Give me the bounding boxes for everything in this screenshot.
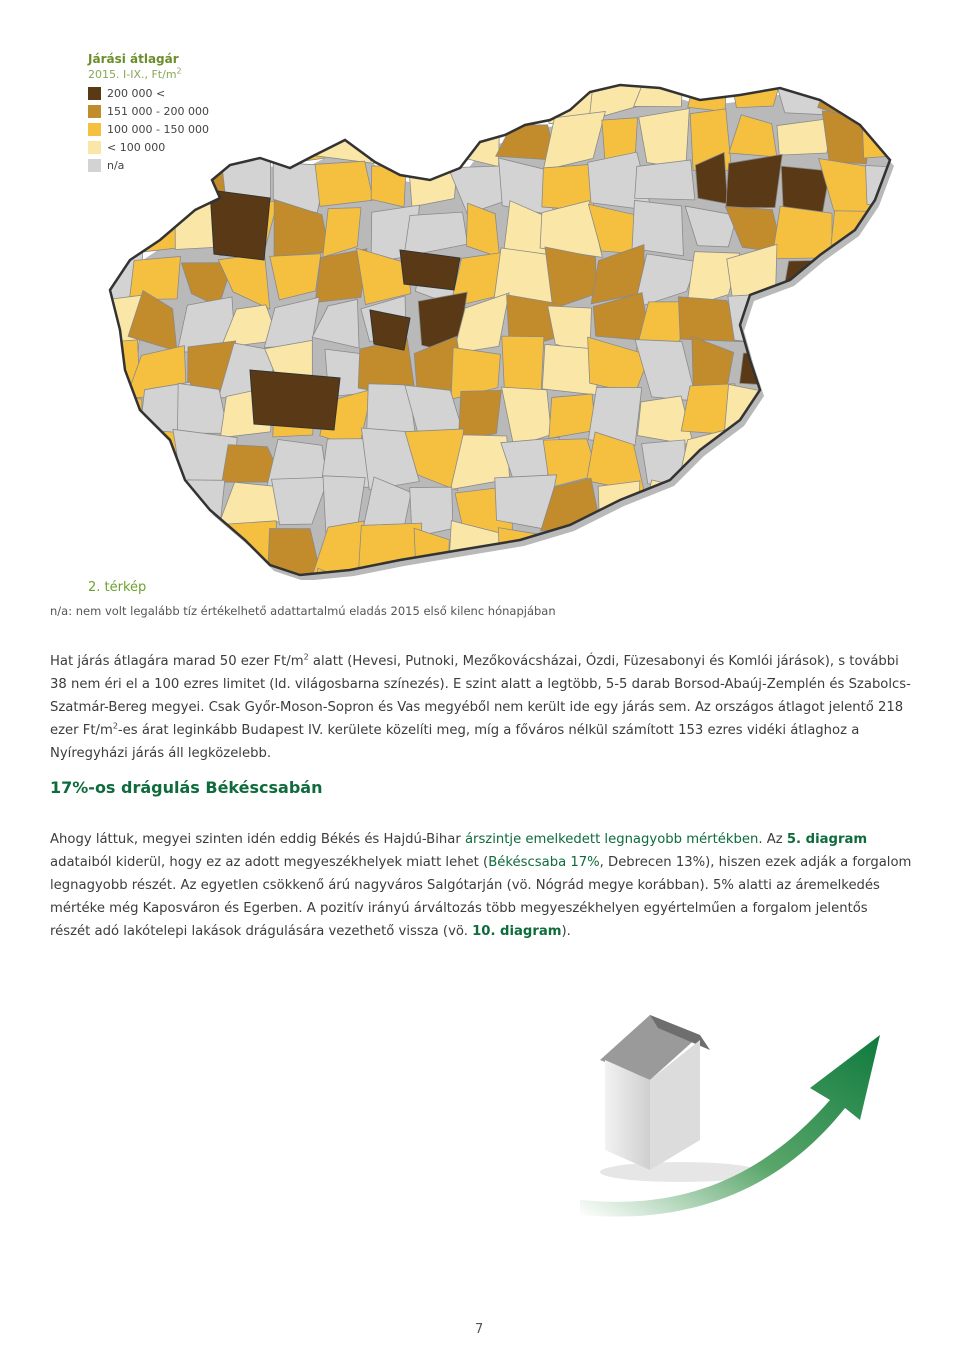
district-area bbox=[875, 341, 900, 398]
district-area bbox=[825, 304, 873, 350]
district-area bbox=[727, 524, 786, 576]
district-price-map bbox=[100, 80, 900, 580]
district-area bbox=[878, 482, 900, 537]
district-area bbox=[781, 536, 836, 580]
district-area bbox=[549, 394, 596, 438]
legend-item-100k-150k: 100 000 - 150 000 bbox=[88, 120, 209, 138]
district-area bbox=[872, 391, 900, 429]
district-area bbox=[551, 576, 603, 580]
district-area bbox=[772, 383, 826, 443]
district-area bbox=[174, 80, 236, 125]
paragraph-2: Ahogy láttuk, megyei szinten idén eddig Békés és Hajdú-Bihar árszintje emelkedett legnagyobb mértékben. Az 5. diagram adataiból kiderül, hogy ez az adott megyeszékhelyek miatt lehet (Békéscsaba 17%, Debrecen 13%), hiszen ezek adják a forgalom legnagyobb részét. Az egyetlen csökkenő árú nagyváros Salgótarján (vö. Nógrád megye korábban). 5% alatti az áremelkedés mértéke még Kaposváron és Egerben. A pozitív irányú árváltozás több megyeszékhelyen egyértelműen a forgalom jelentős részét adó lakótelepi lakások drágulására vezethető vissza (vö. 10. diagram). bbox=[50, 832, 912, 939]
district-area bbox=[636, 577, 697, 580]
district-area bbox=[131, 164, 186, 201]
district-area bbox=[100, 158, 138, 205]
district-area bbox=[682, 521, 742, 580]
district-area bbox=[728, 477, 784, 529]
district-area bbox=[221, 566, 280, 580]
district-area bbox=[131, 520, 187, 571]
district-area bbox=[680, 485, 741, 526]
district-area bbox=[232, 109, 271, 162]
district-area bbox=[135, 108, 192, 168]
paragraph-1: Hat járás átlagára marad 50 ezer $Ft/m^2$ alatt (Hevesi, Putnoki, Mezőkovácsházai, Ózdi, Füzesabonyi és Komlói járások), s további 38 nem éri el a 100 ezres limitet (ld. világosbarna színezés). E szint alatt a legtöbb, 5-5 darab Borsod-Abaúj-Zemplén és Szabolcs-Szatmár-Bereg megyei. Csak Győr-Moson-Sopron és Vas megyéből nem került ide egy járás sem. Az országos átlagot jelentő 218 ezer $Ft/m^2-es$ árat leginkább Budapest IV. kerülete közelíti meg, míg a főváros nélkül számított 153 ezres vidéki átlaghoz a Nyíregyházi járás áll legközelebb. bbox=[50, 652, 911, 761]
district-area bbox=[100, 428, 139, 481]
district-area bbox=[494, 80, 547, 120]
district-area bbox=[830, 386, 874, 445]
district-area bbox=[678, 579, 739, 580]
district-area-high bbox=[250, 370, 340, 430]
district-area bbox=[100, 209, 142, 261]
district-area bbox=[780, 478, 821, 539]
district-area bbox=[818, 437, 876, 493]
district-area bbox=[639, 108, 690, 168]
district-area bbox=[173, 569, 229, 580]
legend-item-over-200k: 200 000 < bbox=[88, 84, 209, 102]
legend-item-151k-200k: 151 000 - 200 000 bbox=[88, 102, 209, 120]
district-area bbox=[779, 433, 825, 487]
map-caption: 2. térkép bbox=[88, 580, 147, 595]
district-area bbox=[728, 294, 787, 347]
district-area bbox=[266, 80, 317, 125]
district-area bbox=[365, 80, 416, 119]
district-area bbox=[131, 80, 188, 119]
district-area bbox=[826, 342, 877, 388]
district-area bbox=[100, 530, 142, 576]
district-area bbox=[868, 430, 900, 483]
district-area bbox=[872, 245, 900, 293]
district-area bbox=[635, 160, 695, 200]
house-arrow-illustration bbox=[560, 940, 940, 1240]
district-area bbox=[822, 571, 881, 580]
district-area bbox=[176, 480, 225, 534]
district-area bbox=[774, 348, 819, 392]
district-area bbox=[175, 530, 237, 569]
district-area bbox=[129, 256, 180, 299]
legend-title: Járási átlagár bbox=[88, 52, 179, 66]
district-area bbox=[601, 525, 636, 577]
district-area bbox=[315, 161, 373, 206]
district-area bbox=[589, 573, 640, 580]
legend-item-na: n/a bbox=[88, 156, 209, 174]
map-districts bbox=[100, 80, 900, 580]
district-area bbox=[777, 572, 836, 580]
district-area bbox=[822, 480, 878, 529]
district-area bbox=[642, 526, 692, 576]
district-area bbox=[864, 291, 900, 340]
district-area bbox=[361, 113, 412, 162]
district-area bbox=[464, 573, 507, 580]
district-area bbox=[726, 154, 782, 208]
district-area bbox=[738, 439, 781, 482]
district-area bbox=[453, 80, 512, 123]
district-area bbox=[556, 527, 600, 580]
district-area bbox=[407, 80, 465, 121]
district-area bbox=[222, 80, 275, 115]
district-area bbox=[323, 80, 364, 121]
district-area bbox=[772, 206, 832, 258]
district-area bbox=[498, 567, 560, 580]
district-area bbox=[100, 116, 144, 165]
district-area bbox=[878, 528, 900, 580]
district-area bbox=[782, 305, 836, 341]
map-note: n/a: nem volt legalább tíz értékelhető adattartalmú eladás 2015 első kilenc hónapjában bbox=[50, 604, 556, 618]
district-area bbox=[688, 80, 727, 112]
district-area bbox=[830, 525, 878, 576]
district-area bbox=[100, 479, 145, 539]
district-area bbox=[405, 108, 457, 166]
district-area-high bbox=[210, 190, 270, 260]
district-area bbox=[405, 568, 458, 580]
legend-item-under-100k: < 100 000 bbox=[88, 138, 209, 156]
district-area bbox=[868, 80, 900, 117]
district-area bbox=[100, 80, 135, 124]
page-number: 7 bbox=[475, 1322, 484, 1337]
legend-subtitle: 2015. I-IX., $Ft/m^2$ bbox=[88, 66, 182, 81]
district-area bbox=[725, 576, 790, 580]
district-area bbox=[181, 107, 233, 165]
district-area bbox=[371, 166, 406, 207]
district-area bbox=[129, 487, 188, 538]
section-heading: 17%-os drágulás Békéscsabán bbox=[50, 778, 323, 797]
district-area bbox=[458, 390, 501, 439]
